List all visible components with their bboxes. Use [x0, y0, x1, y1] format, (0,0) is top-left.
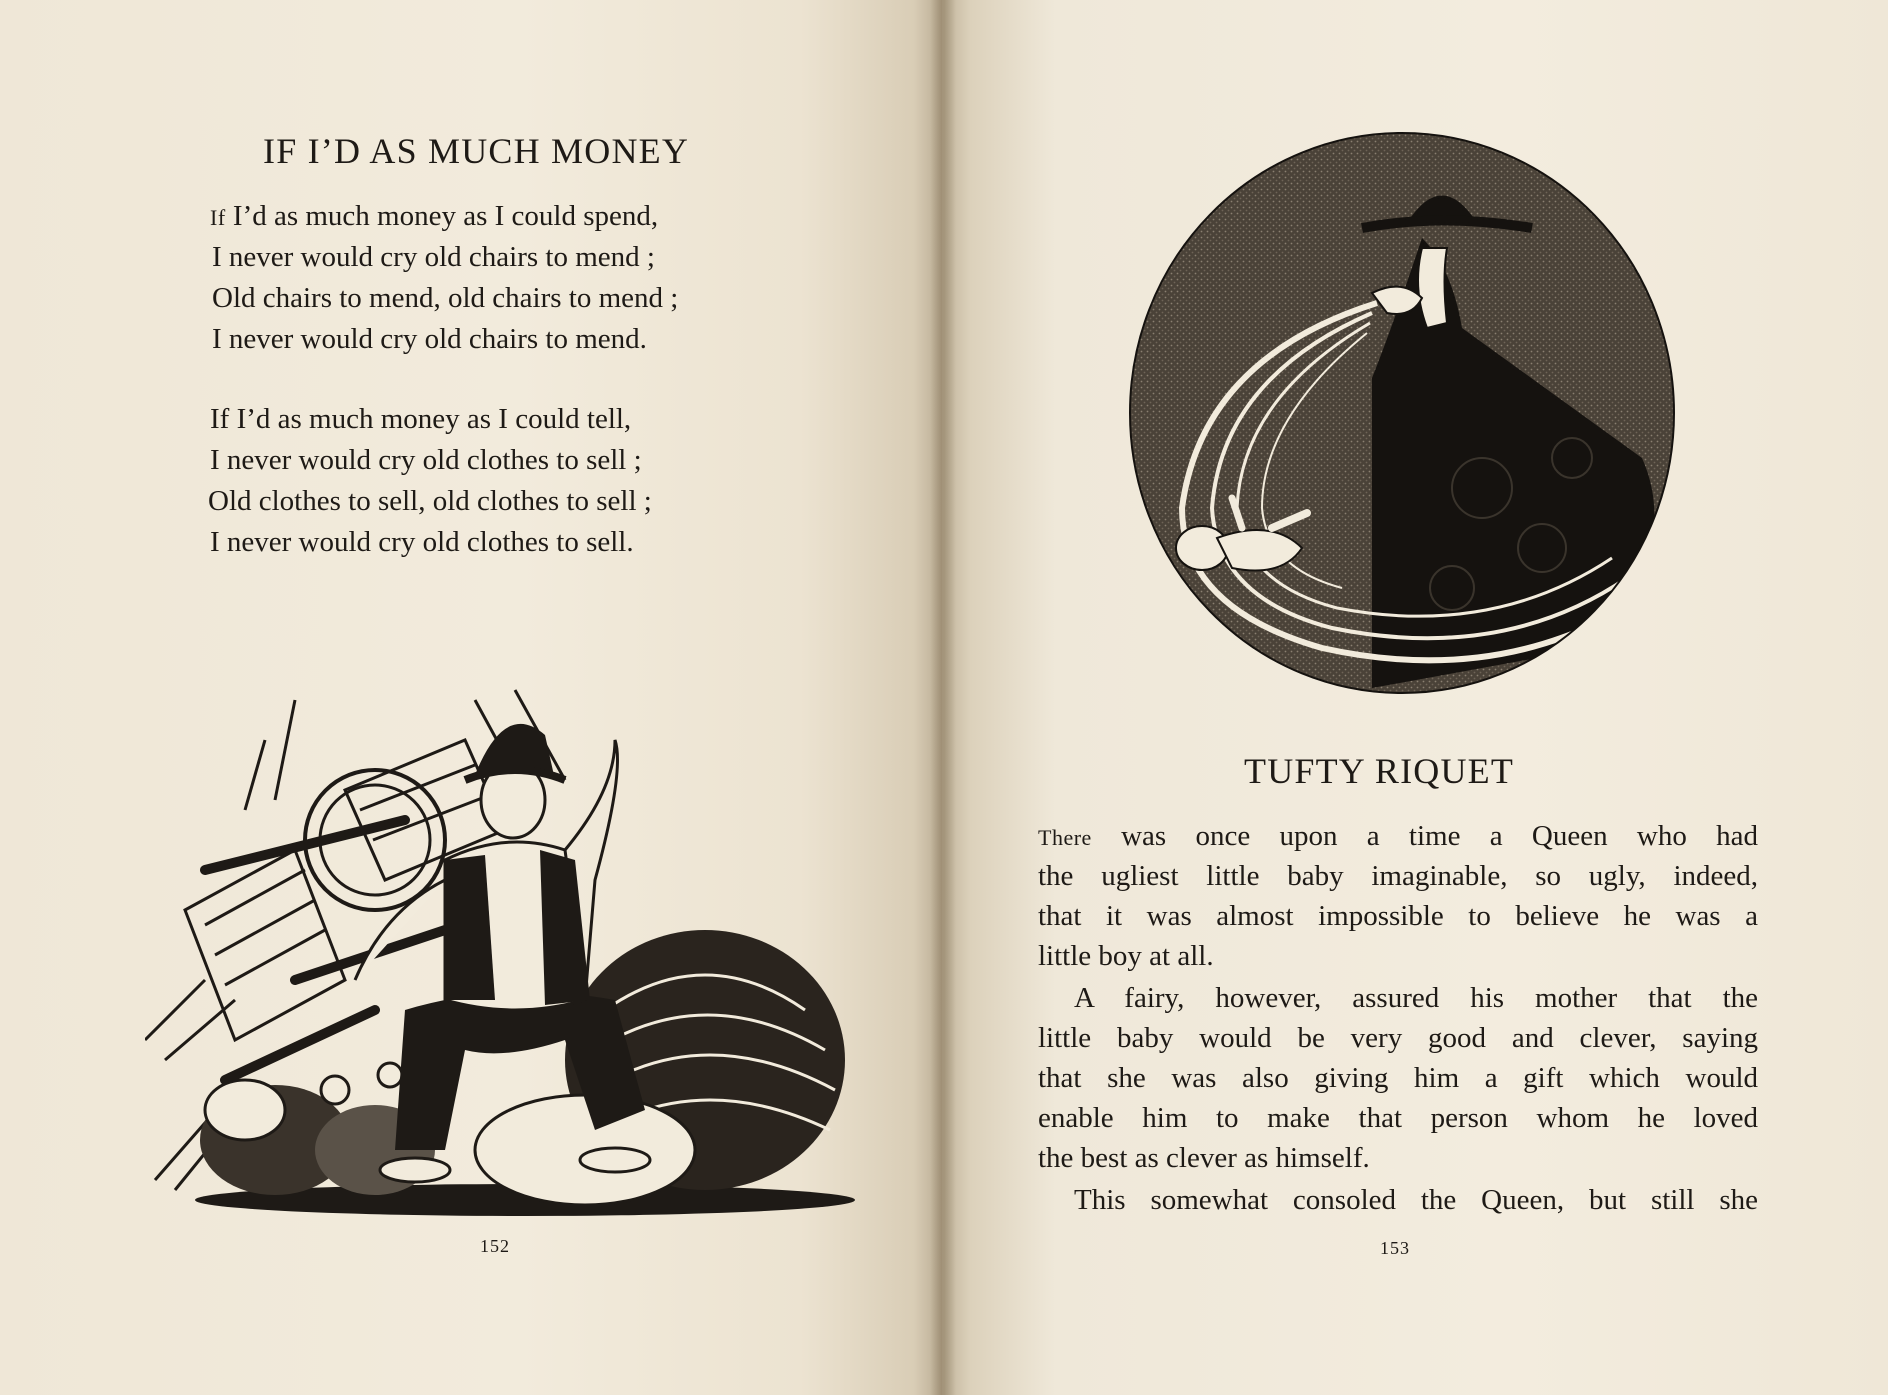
prose-line: little baby would be very good and clever, saying — [1038, 1022, 1758, 1054]
poem-line: I never would cry old chairs to mend ; — [212, 241, 655, 273]
page-number: 152 — [480, 1236, 510, 1256]
fairy-face — [1418, 248, 1447, 328]
poem-line: If I’d as much money as I could spend, — [210, 200, 659, 232]
poem-line: Old clothes to sell, old clothes to sell ; — [208, 485, 652, 517]
poem-line: If I’d as much money as I could tell, — [210, 403, 632, 435]
book-gutter — [930, 0, 956, 1395]
prose-line: that she was also giving him a gift which would — [1038, 1062, 1758, 1094]
prose-line: the ugliest little baby imaginable, so ugly, indeed, — [1038, 860, 1758, 892]
opening-word: There — [1038, 825, 1092, 850]
left-page — [0, 0, 942, 1395]
poem-title: IF I’D AS MUCH MONEY — [263, 131, 690, 171]
drop-initial: If — [210, 205, 226, 230]
prose-line: This somewhat consoled the Queen, but still she — [1074, 1184, 1758, 1216]
prose-line: the best as clever as himself. — [1038, 1142, 1370, 1174]
poem-line: I never would cry old clothes to sell ; — [210, 444, 642, 476]
prose-line: enable him to make that person whom he loved — [1038, 1102, 1758, 1134]
boulder — [475, 1095, 695, 1205]
chair-mender-illustration — [145, 680, 855, 1220]
story-title: TUFTY RIQUET — [1244, 751, 1515, 791]
poem-line: I never would cry old clothes to sell. — [210, 526, 634, 558]
page-number: 153 — [1380, 1238, 1410, 1258]
prose-line: There was once upon a time a Queen who had — [1038, 820, 1758, 852]
poem-line: I never would cry old chairs to mend. — [212, 323, 647, 355]
fairy-vignette-illustration — [1122, 128, 1682, 698]
prose-line: that it was almost impossible to believe he was a — [1038, 900, 1758, 932]
prose-line: little boy at all. — [1038, 940, 1214, 972]
prose-line: A fairy, however, assured his mother that the — [1074, 982, 1758, 1014]
poem-line: Old chairs to mend, old chairs to mend ; — [212, 282, 679, 314]
